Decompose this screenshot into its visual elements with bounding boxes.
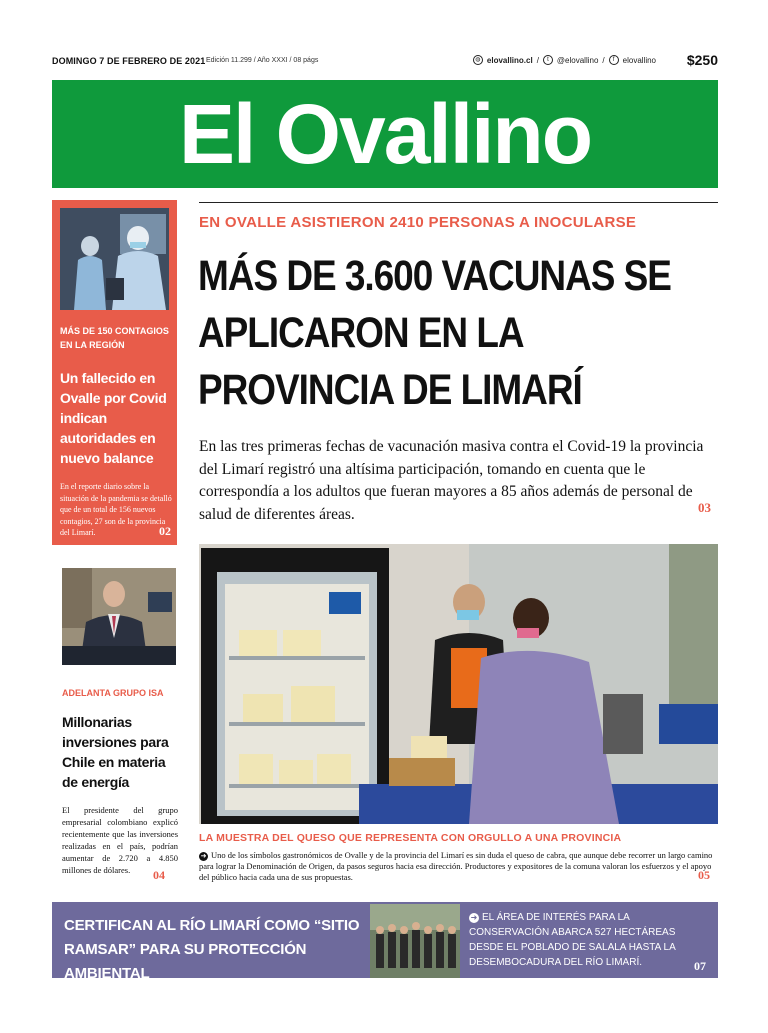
- masthead: [52, 80, 718, 188]
- lead-headline[interactable]: MÁS DE 3.600 VACUNAS SE APLICARON EN LA PROVINCIA DE LIMARÍ: [198, 252, 671, 414]
- photo-caption-text: Uno de los símbolos gastronómicos de Ovalle y de la provincia del Limarí es sin duda el queso de cabra, que aunque debe recorrer un largo camino para lograr la Denominación de Origen, da pasos seguros hacia esa dirección. Productores y expositores de la comuna valoran los esfuerzos y el apoyo del público hacia cada una de sus propuestas.: [199, 850, 713, 882]
- lead-divider: [199, 202, 718, 203]
- ramsar-group-photo: [370, 904, 460, 978]
- arrow-right-icon: ➜: [470, 913, 478, 922]
- ramsar-description-text: EL ÁREA DE INTERÉS PARA LA CONSERVACIÓN ABARCA 527 HECTÁREAS DESDE EL POBLADO DE SALALA HASTA LA DESEMBOCADURA DEL RÍO LIMARÍ.: [469, 912, 676, 968]
- newspaper-logo: El Ovallino: [178, 87, 592, 181]
- edition-info: Edición 11.299 / Año XXXI / 08 págs: [206, 57, 319, 64]
- lead-summary: En las tres primeras fechas de vacunación masiva contra el Covid-19 la provincia del Limarí registró una altísima participación, tomando en cuenta que le correspondía a los adultos que fueran mayores a 85 años además de personal de salud de diferentes áreas.: [199, 438, 704, 523]
- website-link[interactable]: elovallino.cl: [486, 55, 533, 65]
- photo-caption-body: [199, 850, 721, 883]
- covid-photo: [60, 208, 169, 310]
- ramsar-story-band[interactable]: [52, 902, 718, 982]
- twitter-handle[interactable]: @elovallino: [556, 55, 599, 65]
- isa-executive-photo: [62, 568, 176, 665]
- isa-headline[interactable]: Millonarias inversiones para Chile en materia de energía: [62, 714, 169, 790]
- covid-summary: En el reporte diario sobre la situación de la pandemia se detalló que de un total de 156 nuevos contagios, 27 son de la provincia del Limarí.: [60, 482, 172, 537]
- photo-caption-headline[interactable]: LA MUESTRA DEL QUESO QUE REPRESENTA CON ORGULLO A UNA PROVINCIA: [199, 832, 622, 844]
- top-info-bar: [52, 52, 718, 72]
- photo-page-number[interactable]: 05: [698, 868, 710, 882]
- isa-page-number[interactable]: 04: [153, 868, 165, 882]
- isa-summary: El presidente del grupo empresarial colombiano explicó recientemente que las inversiones realizadas en el país, podrían aumentar de 2.720 a 4.850 millones de dólares.: [62, 805, 178, 875]
- twitter-icon: t: [543, 55, 553, 65]
- lead-kicker: EN OVALLE ASISTIERON 2410 PERSONAS A INOCULARSE: [199, 214, 637, 231]
- cover-price: $250: [686, 52, 718, 68]
- covid-headline[interactable]: Un fallecido en Ovalle por Covid indican autoridades en nuevo balance: [60, 370, 167, 466]
- arrow-right-icon: ➜: [200, 852, 207, 860]
- cheese-fair-photo: [199, 544, 718, 824]
- lead-page-number[interactable]: 03: [698, 500, 711, 515]
- ramsar-page-number[interactable]: 07: [694, 959, 706, 973]
- covid-page-number[interactable]: 02: [159, 524, 171, 538]
- ramsar-description: [469, 910, 679, 970]
- facebook-handle[interactable]: elovallino: [622, 55, 656, 65]
- globe-icon: ◍: [473, 55, 483, 65]
- isa-kicker: ADELANTA GRUPO ISA: [62, 688, 164, 698]
- covid-kicker: MÁS DE 150 CONTAGIOS EN LA REGIÓN: [60, 326, 169, 350]
- facebook-icon: f: [609, 55, 619, 65]
- ramsar-headline[interactable]: CERTIFICAN AL RÍO LIMARÍ COMO “SITIO RAMSAR” PARA SU PROTECCIÓN AMBIENTAL: [64, 917, 360, 982]
- covid-story-box[interactable]: [52, 200, 177, 545]
- publication-date: DOMINGO 7 DE FEBRERO DE 2021: [52, 56, 206, 66]
- social-links: ◍ elovallino.cl / t @elovallino / f elovallino: [473, 55, 656, 65]
